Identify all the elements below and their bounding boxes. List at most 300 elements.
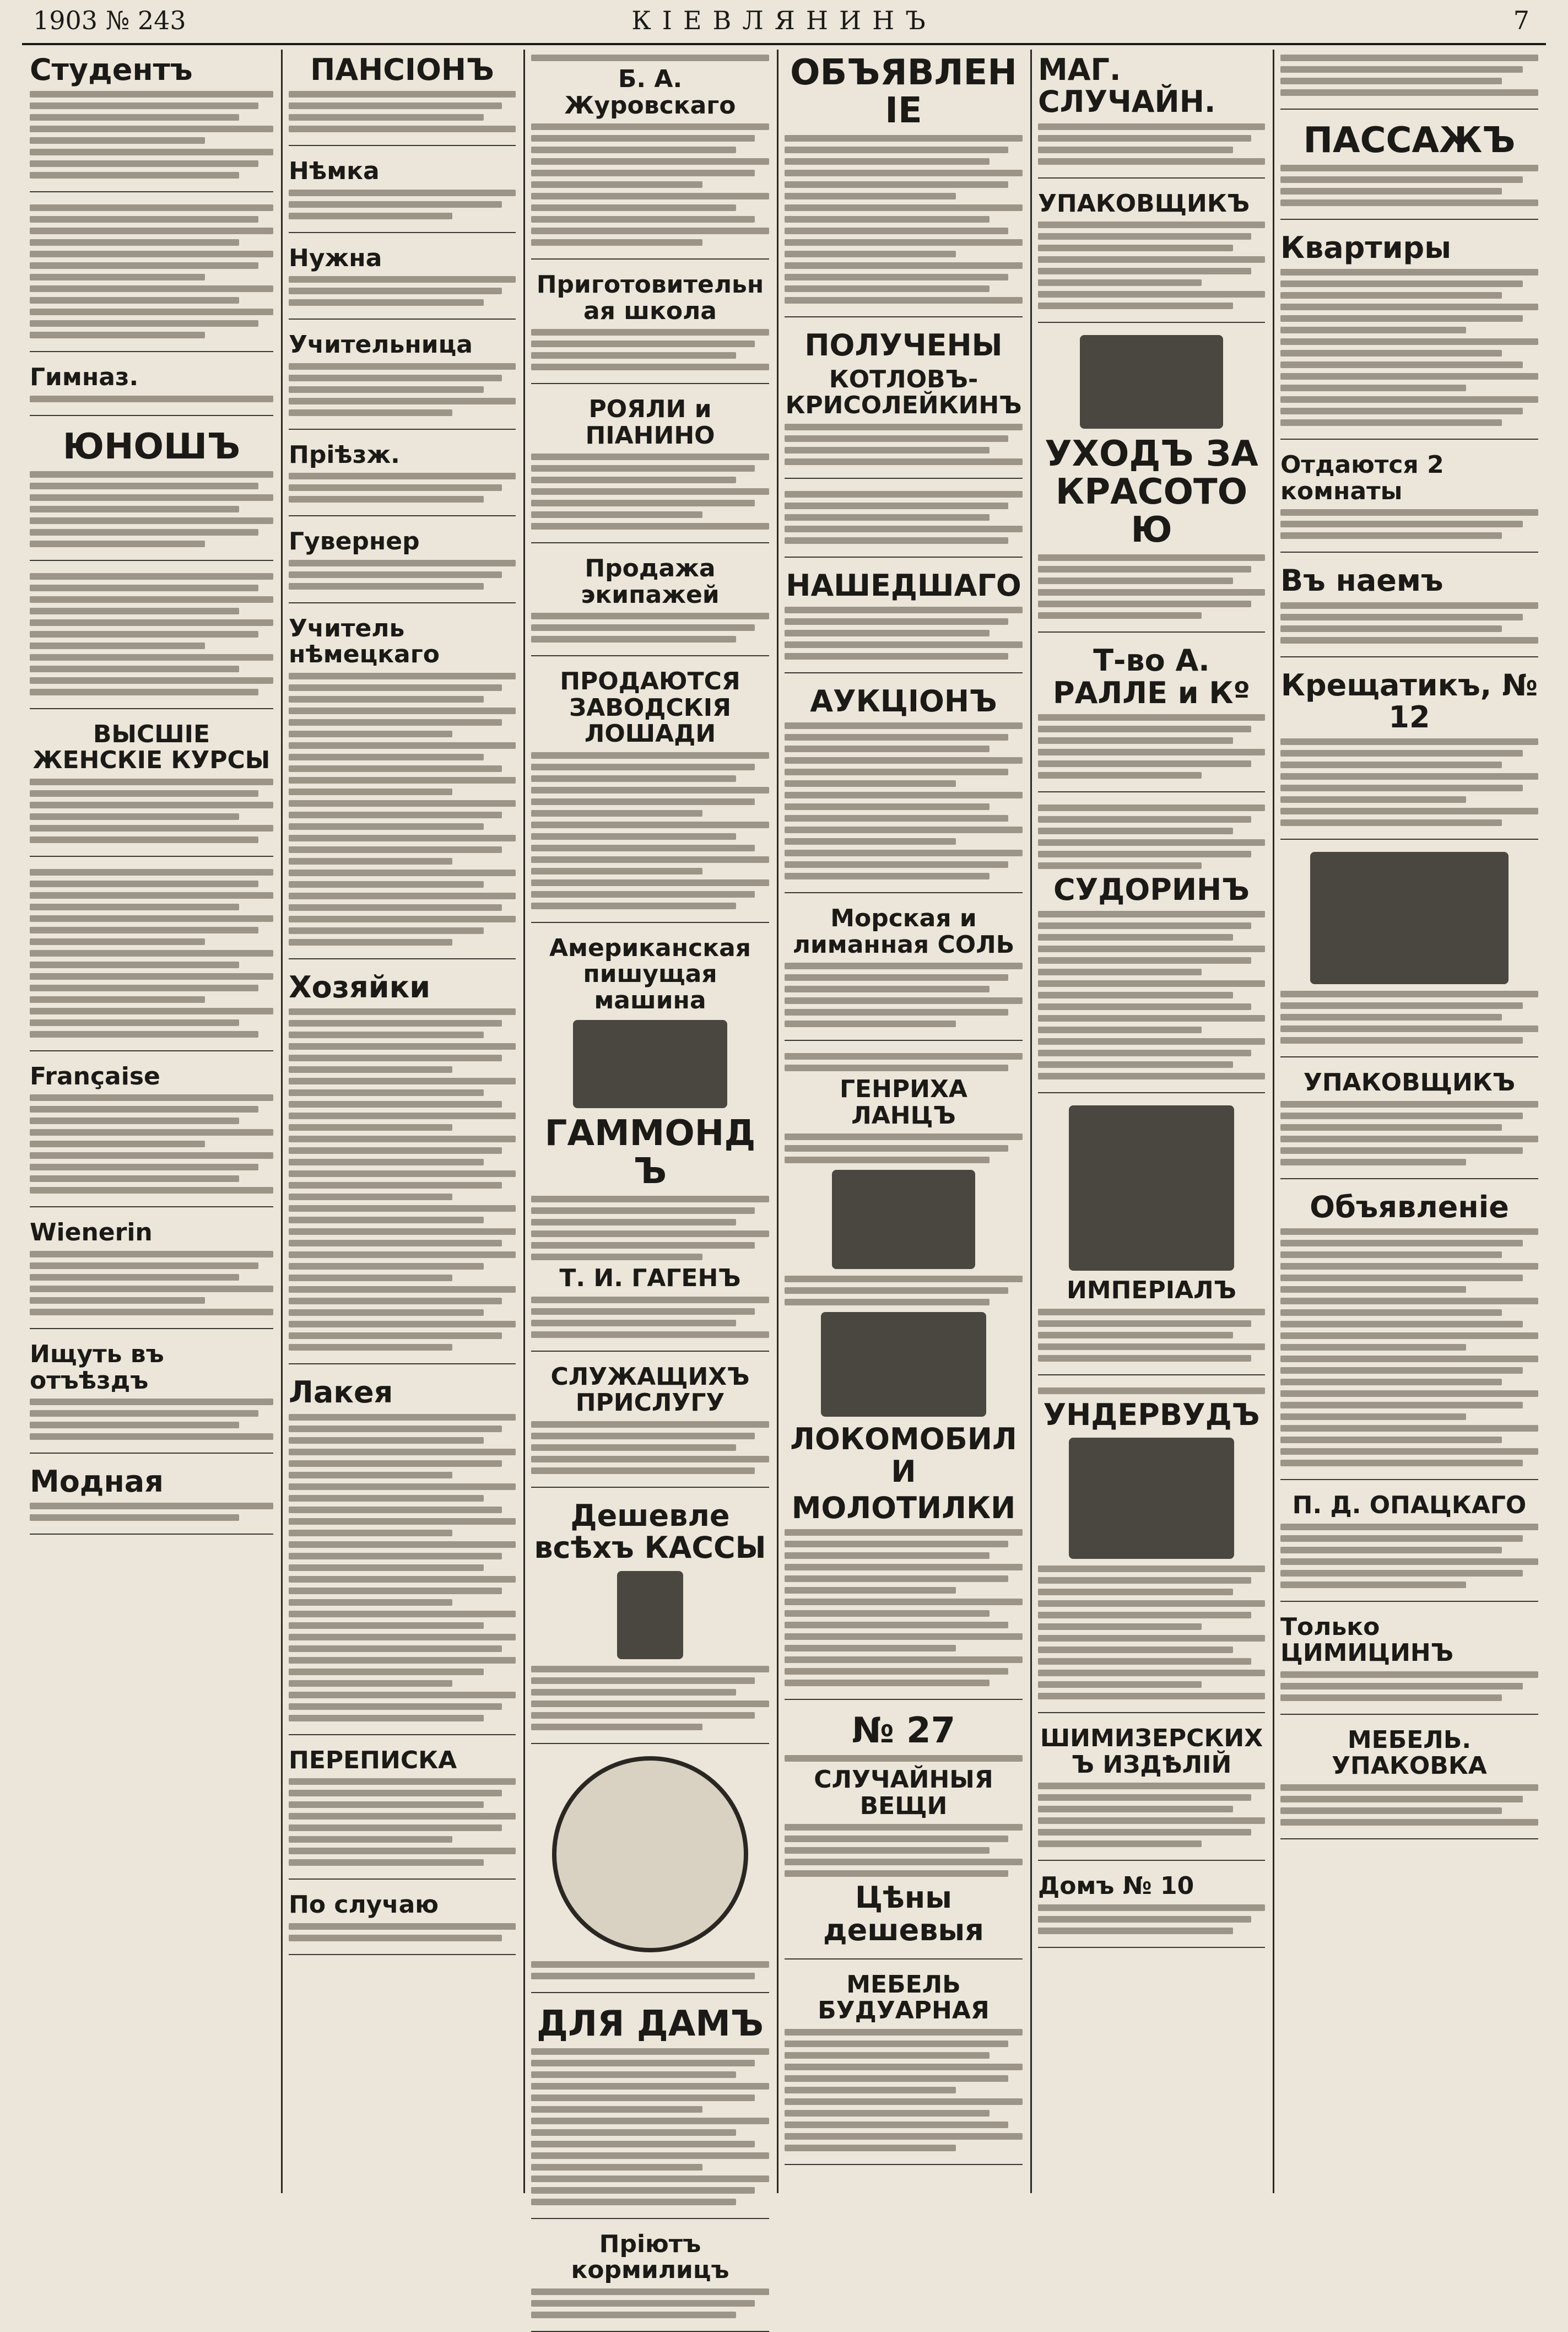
text-line-placeholder xyxy=(785,1009,1008,1016)
ad-heading: Объявленіе xyxy=(1310,1189,1509,1224)
text-line-placeholder xyxy=(531,1689,736,1696)
text-line-placeholder xyxy=(289,673,516,679)
text-line-placeholder xyxy=(785,1755,1023,1762)
text-line-placeholder xyxy=(30,1399,273,1405)
text-line-placeholder xyxy=(289,213,452,219)
text-line-placeholder xyxy=(30,904,239,910)
text-line-placeholder xyxy=(30,332,205,338)
text-line-placeholder xyxy=(1038,992,1233,998)
text-line-placeholder xyxy=(531,775,736,782)
ad-heading: ДЛЯ ДАМЪ xyxy=(536,2003,764,2044)
advertisement xyxy=(531,272,769,384)
ad-heading: ПОЛУЧЕНЫ xyxy=(804,328,1003,363)
text-line-placeholder xyxy=(1280,1356,1538,1362)
text-line-placeholder xyxy=(785,2041,1008,2047)
text-line-placeholder xyxy=(1038,1635,1265,1642)
text-line-placeholder xyxy=(289,684,502,691)
text-line-placeholder xyxy=(785,1133,1023,1140)
page-number: 7 xyxy=(1513,6,1529,35)
text-line-placeholder xyxy=(30,1422,239,1428)
text-line-placeholder xyxy=(531,477,736,483)
text-line-placeholder xyxy=(1038,1038,1265,1045)
text-line-placeholder xyxy=(785,514,990,521)
text-line-placeholder xyxy=(289,1321,516,1327)
text-line-placeholder xyxy=(1038,612,1202,619)
text-line-placeholder xyxy=(531,511,702,518)
text-line-placeholder xyxy=(1038,946,1265,952)
text-line-placeholder xyxy=(289,939,452,946)
advertisement xyxy=(289,971,516,1364)
advertisement xyxy=(1280,1070,1538,1179)
text-line-placeholder xyxy=(289,1518,516,1525)
text-line-placeholder xyxy=(30,126,273,132)
advertisement xyxy=(1038,191,1265,323)
text-line-placeholder xyxy=(785,1633,1023,1640)
text-line-placeholder xyxy=(289,1530,452,1536)
text-line-placeholder xyxy=(289,893,516,899)
text-line-placeholder xyxy=(531,2095,755,2101)
text-line-placeholder xyxy=(785,2122,1008,2128)
text-line-placeholder xyxy=(289,1923,516,1930)
text-line-placeholder xyxy=(785,1668,1008,1675)
text-line-placeholder xyxy=(785,803,990,810)
ad-heading: Гувернер xyxy=(289,527,420,556)
text-line-placeholder xyxy=(531,810,702,817)
text-line-placeholder xyxy=(30,608,239,614)
text-line-placeholder xyxy=(1038,1794,1251,1801)
ad-heading: УНДЕРВУДЪ xyxy=(1043,1397,1260,1432)
text-line-placeholder xyxy=(785,2110,990,2117)
text-line-placeholder xyxy=(785,1564,1023,1570)
column-6 xyxy=(1273,50,1546,2193)
text-line-placeholder xyxy=(30,1514,239,1521)
text-line-placeholder xyxy=(531,1467,755,1474)
text-line-placeholder xyxy=(1280,1390,1538,1397)
text-line-placeholder xyxy=(1280,532,1502,539)
text-line-placeholder xyxy=(30,881,258,887)
text-line-placeholder xyxy=(30,1118,239,1124)
text-line-placeholder xyxy=(30,1164,258,1170)
text-line-placeholder xyxy=(30,160,258,167)
text-line-placeholder xyxy=(1280,1025,1538,1032)
text-line-placeholder xyxy=(1038,1647,1233,1653)
advertisement xyxy=(30,428,273,561)
text-line-placeholder xyxy=(289,1692,516,1698)
text-line-placeholder xyxy=(531,228,769,234)
text-line-placeholder xyxy=(1280,1309,1502,1316)
text-line-placeholder xyxy=(289,696,484,703)
text-line-placeholder xyxy=(785,1552,990,1559)
text-line-placeholder xyxy=(30,813,239,820)
text-line-placeholder xyxy=(785,1587,956,1594)
text-line-placeholder xyxy=(30,494,273,501)
text-line-placeholder xyxy=(785,1656,1023,1663)
text-line-placeholder xyxy=(1280,1113,1523,1119)
ad-heading: Нужна xyxy=(289,244,382,272)
typewriter-illustration xyxy=(573,1020,727,1108)
advertisement xyxy=(1038,1873,1265,1948)
text-line-placeholder xyxy=(785,1836,1008,1842)
text-line-placeholder xyxy=(289,1136,516,1142)
text-line-placeholder xyxy=(30,677,273,684)
text-line-placeholder xyxy=(30,1094,273,1101)
ad-heading: Квартиры xyxy=(1280,230,1452,266)
advertisement xyxy=(1038,54,1265,179)
column-2 xyxy=(281,50,525,2193)
text-line-placeholder xyxy=(1038,291,1265,298)
text-line-placeholder xyxy=(1038,980,1265,987)
text-line-placeholder xyxy=(30,204,273,211)
text-line-placeholder xyxy=(30,262,258,269)
text-line-placeholder xyxy=(1280,1344,1466,1351)
text-line-placeholder xyxy=(785,285,990,292)
text-line-placeholder xyxy=(1038,1027,1202,1033)
advertisement xyxy=(785,54,1023,317)
text-line-placeholder xyxy=(289,1263,484,1270)
text-line-placeholder xyxy=(30,790,258,797)
advertisement xyxy=(1280,122,1538,220)
text-line-placeholder xyxy=(785,1870,1008,1877)
text-line-placeholder xyxy=(785,746,990,752)
text-line-placeholder xyxy=(289,1703,502,1710)
text-line-placeholder xyxy=(785,618,1008,625)
text-line-placeholder xyxy=(1280,1581,1466,1588)
text-line-placeholder xyxy=(289,1553,502,1559)
text-line-placeholder xyxy=(531,341,755,347)
text-line-placeholder xyxy=(785,850,1023,856)
text-line-placeholder xyxy=(1038,601,1251,607)
text-line-placeholder xyxy=(289,777,516,784)
text-line-placeholder xyxy=(1280,350,1502,357)
advertisement xyxy=(785,685,1023,893)
text-line-placeholder xyxy=(1038,749,1265,755)
underwood-typewriter-illustration xyxy=(1069,1438,1234,1559)
text-line-placeholder xyxy=(30,102,258,109)
text-line-placeholder xyxy=(30,825,273,832)
text-line-placeholder xyxy=(1280,1535,1523,1542)
text-line-placeholder xyxy=(785,158,990,165)
advertisement xyxy=(289,528,516,603)
advertisement xyxy=(785,491,1023,558)
text-line-placeholder xyxy=(1038,1061,1233,1068)
ad-heading: ЮНОШЪ xyxy=(62,426,241,467)
text-line-placeholder xyxy=(531,2060,755,2066)
text-line-placeholder xyxy=(1280,1228,1538,1235)
text-line-placeholder xyxy=(289,835,516,841)
advertisement xyxy=(531,935,769,1352)
text-line-placeholder xyxy=(531,2048,769,2055)
text-line-placeholder xyxy=(289,1066,452,1073)
advertisement xyxy=(1280,232,1538,440)
ad-heading: Отдаются 2 комнаты xyxy=(1280,451,1444,505)
text-line-placeholder xyxy=(1280,1671,1538,1678)
advertisement xyxy=(531,555,769,656)
text-line-placeholder xyxy=(30,1175,239,1182)
advertisement xyxy=(1280,452,1538,553)
text-line-placeholder xyxy=(289,1657,516,1664)
text-line-placeholder xyxy=(289,1043,516,1050)
text-line-placeholder xyxy=(289,1298,502,1304)
ad-heading: УХОДЪ ЗА КРАСОТОЮ xyxy=(1045,434,1258,551)
text-line-placeholder xyxy=(1280,1558,1538,1565)
text-line-placeholder xyxy=(289,1588,502,1594)
text-line-placeholder xyxy=(289,201,502,208)
text-line-placeholder xyxy=(785,722,1023,729)
text-line-placeholder xyxy=(531,1320,736,1326)
text-line-placeholder xyxy=(289,1576,516,1583)
text-line-placeholder xyxy=(1038,1566,1265,1572)
text-line-placeholder xyxy=(1280,188,1502,195)
text-line-placeholder xyxy=(531,845,755,851)
text-line-placeholder xyxy=(785,1541,1008,1547)
text-line-placeholder xyxy=(289,571,502,578)
text-line-placeholder xyxy=(1038,1681,1202,1688)
text-line-placeholder xyxy=(531,822,769,828)
text-line-placeholder xyxy=(1038,554,1265,561)
ad-heading: Цѣны дешевыя xyxy=(823,1880,984,1947)
text-line-placeholder xyxy=(30,1008,273,1014)
text-line-placeholder xyxy=(1280,509,1538,516)
text-line-placeholder xyxy=(1280,315,1523,322)
text-line-placeholder xyxy=(289,881,484,888)
text-line-placeholder xyxy=(785,170,1023,176)
ad-heading: Приготовительная школа xyxy=(536,271,764,325)
ad-heading: ИМПЕРІАЛЪ xyxy=(1066,1276,1237,1305)
text-line-placeholder xyxy=(289,927,484,934)
ad-heading: ПАНСІОНЪ xyxy=(310,52,494,87)
advertisement xyxy=(785,330,1023,478)
text-line-placeholder xyxy=(1280,66,1523,73)
text-line-placeholder xyxy=(289,1622,484,1629)
text-line-placeholder xyxy=(30,938,205,945)
text-line-placeholder xyxy=(785,2029,1023,2036)
text-line-placeholder xyxy=(531,2164,702,2171)
text-line-placeholder xyxy=(1280,521,1523,527)
text-line-placeholder xyxy=(1038,839,1265,846)
text-line-placeholder xyxy=(531,1297,769,1303)
advertisement xyxy=(1280,852,1538,1057)
text-line-placeholder xyxy=(289,1217,484,1223)
ad-heading: МОЛОТИЛКИ xyxy=(791,1490,1016,1525)
text-line-placeholder xyxy=(531,364,769,370)
text-line-placeholder xyxy=(1038,1928,1233,1934)
ad-heading: Продажа экипажей xyxy=(581,554,720,609)
text-line-placeholder xyxy=(289,800,516,807)
column-4 xyxy=(777,50,1032,2193)
text-line-placeholder xyxy=(1038,1355,1251,1362)
ad-heading: УПАКОВЩИКЪ xyxy=(1038,189,1250,218)
text-line-placeholder xyxy=(785,204,1023,211)
text-line-placeholder xyxy=(30,506,239,512)
text-line-placeholder xyxy=(30,529,258,536)
text-line-placeholder xyxy=(531,798,755,805)
text-line-placeholder xyxy=(289,812,502,818)
text-line-placeholder xyxy=(1280,1298,1538,1304)
text-line-placeholder xyxy=(289,1449,516,1455)
text-line-placeholder xyxy=(785,1021,956,1027)
text-line-placeholder xyxy=(785,757,1023,764)
text-line-placeholder xyxy=(289,1344,452,1351)
text-line-placeholder xyxy=(1280,280,1523,287)
text-line-placeholder xyxy=(531,181,702,188)
text-line-placeholder xyxy=(289,1032,484,1038)
cognac-woman-illustration xyxy=(1069,1105,1234,1271)
text-line-placeholder xyxy=(785,458,1023,465)
text-line-placeholder xyxy=(289,742,516,749)
text-line-placeholder xyxy=(30,985,258,991)
ad-heading: МЕБЕЛЬ БУДУАРНАЯ xyxy=(818,1970,990,2025)
text-line-placeholder xyxy=(30,915,273,922)
text-line-placeholder xyxy=(531,613,769,619)
text-line-placeholder xyxy=(289,858,452,865)
text-line-placeholder xyxy=(30,1019,239,1026)
text-line-placeholder xyxy=(30,1187,273,1194)
text-line-placeholder xyxy=(30,309,273,315)
text-line-placeholder xyxy=(1280,89,1538,96)
ad-heading: ШИМИЗЕРСКИХЪ ИЗДѢЛІЙ xyxy=(1040,1724,1263,1779)
text-line-placeholder xyxy=(30,1262,258,1269)
text-line-placeholder xyxy=(30,239,239,246)
face-massager-illustration xyxy=(1080,335,1223,429)
text-line-placeholder xyxy=(289,1645,502,1652)
text-line-placeholder xyxy=(1280,625,1502,632)
text-line-placeholder xyxy=(531,1456,769,1462)
text-line-placeholder xyxy=(289,1309,484,1316)
text-line-placeholder xyxy=(785,181,1008,188)
text-line-placeholder xyxy=(289,1715,484,1721)
text-line-placeholder xyxy=(1280,1014,1502,1021)
text-line-placeholder xyxy=(785,251,956,257)
text-line-placeholder xyxy=(30,573,273,580)
text-line-placeholder xyxy=(785,274,1008,280)
text-line-placeholder xyxy=(1280,1413,1466,1420)
text-line-placeholder xyxy=(531,1254,702,1260)
text-line-placeholder xyxy=(785,641,1023,648)
text-line-placeholder xyxy=(785,1065,1008,1071)
text-line-placeholder xyxy=(1280,785,1523,791)
text-line-placeholder xyxy=(531,764,755,770)
text-line-placeholder xyxy=(785,873,990,879)
text-line-placeholder xyxy=(1280,819,1502,826)
text-line-placeholder xyxy=(531,2288,769,2295)
text-line-placeholder xyxy=(289,1240,502,1246)
text-line-placeholder xyxy=(531,2118,769,2124)
text-line-placeholder xyxy=(785,503,1008,509)
text-line-placeholder xyxy=(289,1824,502,1831)
text-line-placeholder xyxy=(1038,1589,1233,1595)
text-line-placeholder xyxy=(531,787,769,793)
text-line-placeholder xyxy=(1280,1819,1538,1826)
text-line-placeholder xyxy=(785,769,1008,775)
text-line-placeholder xyxy=(785,262,1023,269)
text-line-placeholder xyxy=(30,1251,273,1257)
text-line-placeholder xyxy=(1280,304,1538,310)
text-line-placeholder xyxy=(1038,1829,1251,1836)
text-line-placeholder xyxy=(289,1669,484,1675)
text-line-placeholder xyxy=(1280,1159,1466,1165)
text-line-placeholder xyxy=(531,2106,702,2113)
advertisement xyxy=(30,1064,273,1208)
text-line-placeholder xyxy=(289,190,516,196)
ad-heading: Wienerin xyxy=(30,1218,153,1247)
text-line-placeholder xyxy=(785,1287,1008,1294)
text-line-placeholder xyxy=(1038,957,1251,964)
text-line-placeholder xyxy=(289,1437,484,1444)
advertisement xyxy=(1038,805,1265,1093)
text-line-placeholder xyxy=(1038,1577,1251,1584)
ad-heading: Лакея xyxy=(289,1375,393,1410)
advertisement xyxy=(531,1756,769,1993)
text-line-placeholder xyxy=(1038,862,1202,869)
text-line-placeholder xyxy=(30,297,239,304)
text-line-placeholder xyxy=(1038,1015,1265,1022)
text-line-placeholder xyxy=(1038,1388,1265,1394)
text-line-placeholder xyxy=(785,1847,990,1854)
text-line-placeholder xyxy=(289,1564,484,1571)
text-line-placeholder xyxy=(1038,911,1265,917)
text-line-placeholder xyxy=(1280,1124,1502,1131)
text-line-placeholder xyxy=(1038,1840,1202,1847)
text-line-placeholder xyxy=(785,2098,1023,2105)
ad-heading: СУДОРИНЪ xyxy=(1053,872,1250,908)
text-line-placeholder xyxy=(289,1275,452,1281)
text-line-placeholder xyxy=(531,147,736,153)
text-line-placeholder xyxy=(289,375,502,381)
advertisement xyxy=(785,1712,1023,1959)
text-line-placeholder xyxy=(1280,1101,1538,1108)
ad-heading: Только ЦИМИЦИНЪ xyxy=(1280,1612,1454,1667)
text-line-placeholder xyxy=(289,1159,484,1165)
ad-heading: СЛУЧАЙНЫЯ ВЕЩИ xyxy=(814,1766,993,1820)
text-line-placeholder xyxy=(30,619,273,626)
text-line-placeholder xyxy=(30,836,258,843)
text-line-placeholder xyxy=(289,765,502,772)
text-line-placeholder xyxy=(1038,1003,1251,1010)
text-line-placeholder xyxy=(1038,1658,1251,1665)
text-line-placeholder xyxy=(531,352,736,359)
text-line-placeholder xyxy=(785,447,990,454)
wine-seal-illustration xyxy=(552,1756,748,1952)
text-line-placeholder xyxy=(289,731,452,737)
text-line-placeholder xyxy=(1038,726,1251,732)
text-line-placeholder xyxy=(289,1680,452,1687)
text-line-placeholder xyxy=(531,454,769,460)
text-line-placeholder xyxy=(1280,1332,1538,1339)
text-line-placeholder xyxy=(289,1113,516,1119)
text-line-placeholder xyxy=(531,2071,736,2078)
text-line-placeholder xyxy=(30,1152,273,1159)
text-line-placeholder xyxy=(289,1611,516,1617)
text-line-placeholder xyxy=(1280,396,1538,403)
text-line-placeholder xyxy=(785,1645,956,1651)
text-line-placeholder xyxy=(30,228,273,234)
ad-heading: Пріютъ кормилицъ xyxy=(571,2230,729,2285)
text-line-placeholder xyxy=(785,1145,1008,1152)
text-line-placeholder xyxy=(785,1299,990,1305)
text-line-placeholder xyxy=(289,1170,516,1177)
text-line-placeholder xyxy=(1280,1367,1523,1374)
bicycle-machine-illustration xyxy=(1310,852,1508,984)
text-line-placeholder xyxy=(785,792,1023,798)
ad-heading: Дешевле всѣхъ КАССЫ xyxy=(534,1498,766,1566)
text-line-placeholder xyxy=(30,631,258,638)
ad-heading: Хозяйки xyxy=(289,969,431,1005)
text-line-placeholder xyxy=(289,708,516,714)
text-line-placeholder xyxy=(531,523,769,530)
text-line-placeholder xyxy=(1038,1904,1265,1911)
text-line-placeholder xyxy=(1280,1425,1538,1432)
text-line-placeholder xyxy=(1280,1263,1538,1270)
